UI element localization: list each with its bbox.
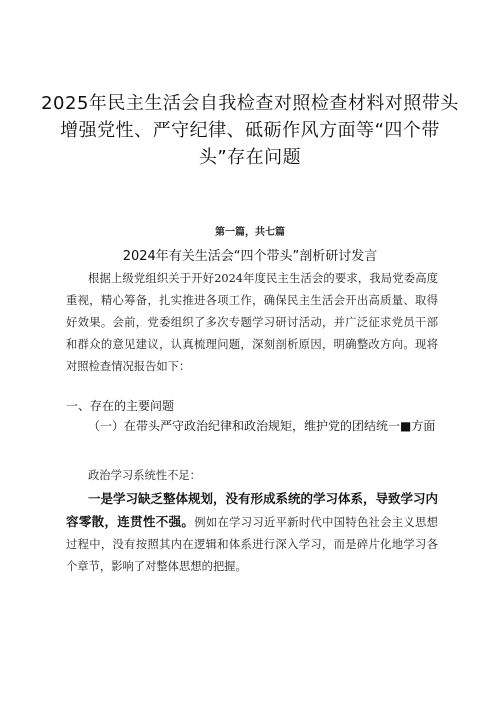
point-body-text: 例如在学习习近平新时代中国特色社会主义思想过程中，没有按照其内在逻辑和体系进行深入学习，而是碎片化地学习各个章节，影响了对整体思想的把握。 <box>66 516 438 573</box>
point-lead-sentence: 一是学习缺乏整体规划，没有形成系统的学习体系，导致学习内容零散，连贯性不强。 <box>66 491 439 529</box>
intro-paragraph: 根据上级党组织关于开好2024年度民主生活会的要求，我局党委高度重视，精心筹备，扎实推进各项工作，确保民主生活会开出高质量、取得好效果。会前，党委组织了多次专题学习研讨活动，并广泛征求党员干部和群众的意见建议，认真梳理问题，深刻剖析原因，明确整改方向。现将对照检查情况报告如下： <box>66 272 438 373</box>
point-paragraph <box>66 488 438 578</box>
sub-heading: （一）在带头严守政治纪律和政治规矩，维护党的团结统一■方面 <box>88 419 436 433</box>
document-title: 2025年民主生活会自我检查对照检查材料对照带头增强党性、严守纪律、砥砺作风方面等“四个带头”存在问题 <box>41 93 459 168</box>
speech-subtitle: 2024年有关生活会“四个带头”剖析研讨发言 <box>122 249 378 264</box>
point-label: 政治学习系统性不足： <box>88 469 201 482</box>
part-label: 第一篇，共七篇 <box>215 227 285 238</box>
section-heading: 一、存在的主要问题 <box>66 399 175 413</box>
